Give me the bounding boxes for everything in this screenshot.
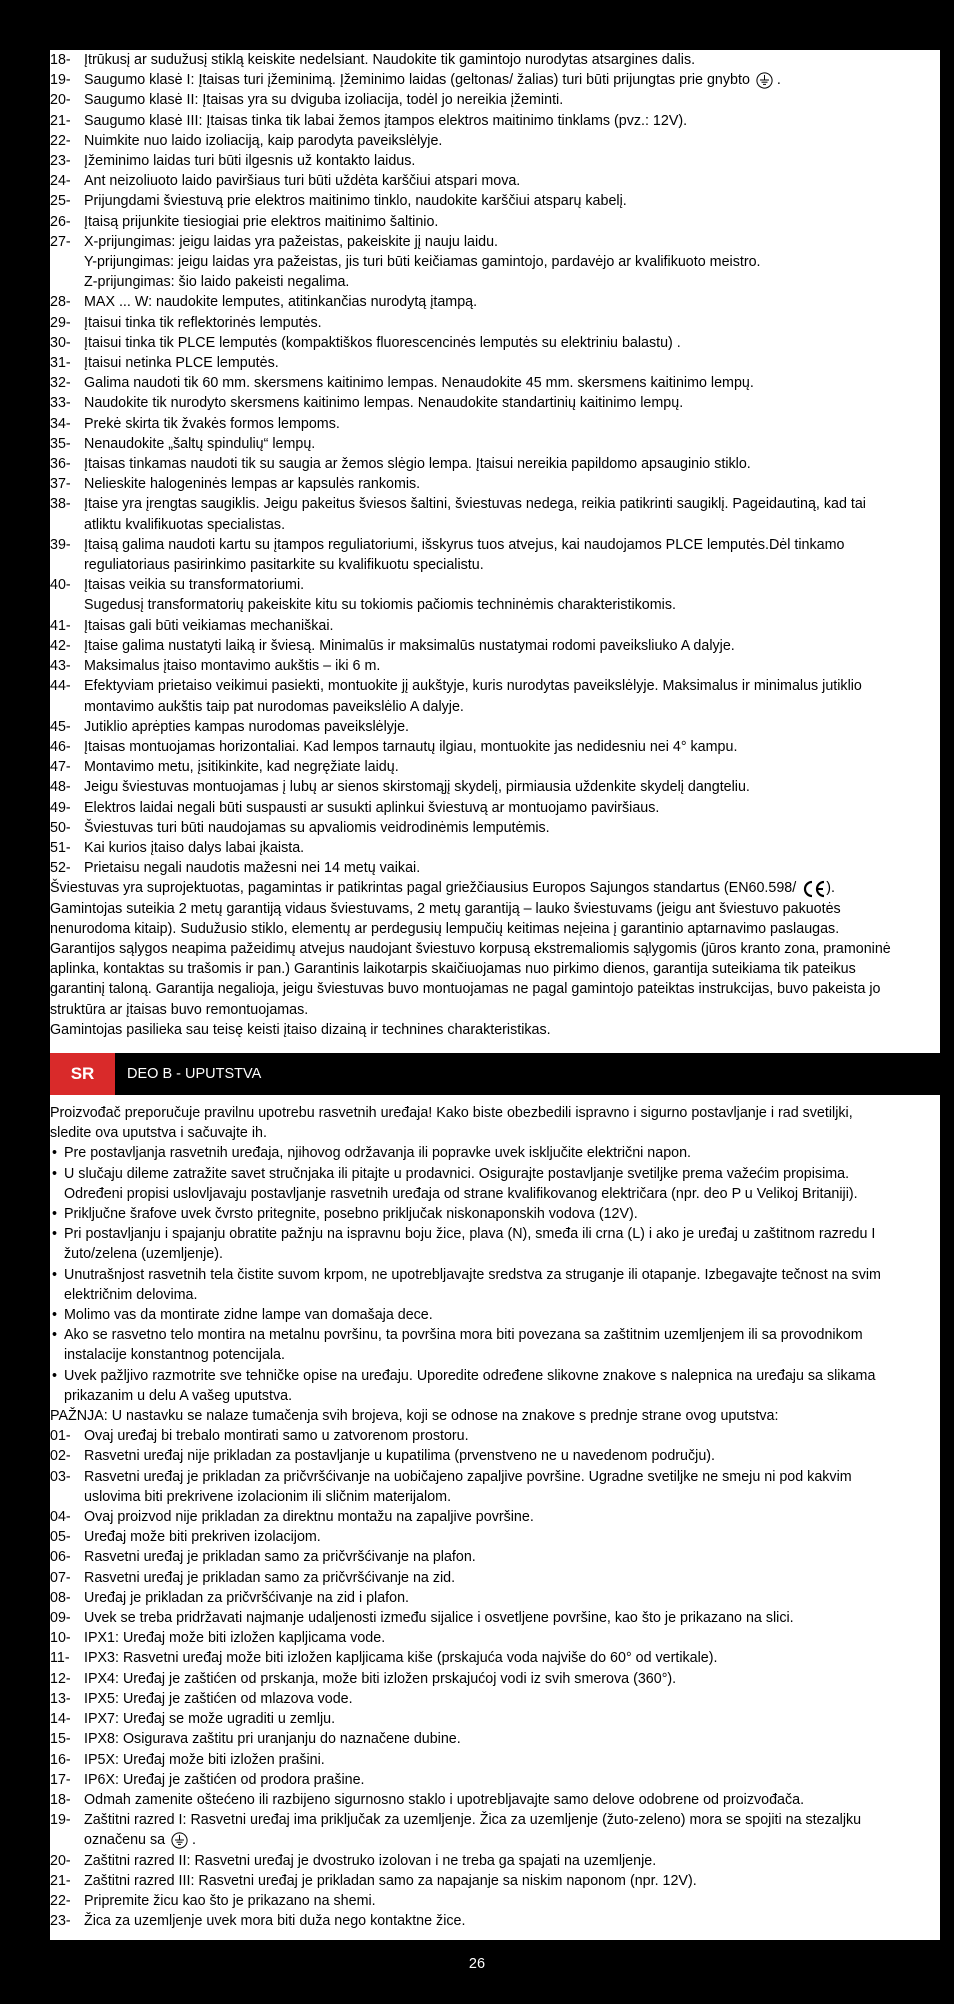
item-text: IPX1: Uređaj može biti izložen kapljicama vode. xyxy=(84,1630,386,1647)
item-text: Įžeminimo laidas turi būti ilgesnis už kontakto laidus. xyxy=(84,153,416,170)
item-text: Saugumo klasė III: Įtaisas tinka tik labai žemos įtampos elektros maitinimo tinklams (pvz.: 12V). xyxy=(84,112,688,129)
bullet-item xyxy=(50,1204,940,1224)
item-number: 08- xyxy=(50,1589,71,1606)
item-text: IPX7: Uređaj se može ugraditi u zemlju. xyxy=(84,1711,336,1728)
item-text: Galima naudoti tik 60 mm. skersmens kaitinimo lempas. Nenaudokite 45 mm. skersmens kaitinimo lempų. xyxy=(84,375,754,392)
item-number: 15- xyxy=(50,1731,71,1748)
item-number: 52- xyxy=(50,860,71,877)
item-text: IP5X: Uređaj može biti izložen prašini. xyxy=(84,1751,325,1768)
intro-paragraph xyxy=(50,1103,940,1143)
numbered-item xyxy=(50,454,940,474)
item-text: Elektros laidai negali būti suspausti ar susukti aplinkui šviestuvą ar montuojamo paviršiaus. xyxy=(84,799,660,816)
paragraph-text: Garantijos sąlygos neapima pažeidimų atvejus naudojant šviestuvo korpusą ekstremaliomis sąlygomis (jūros kranto zona, pramoninė xyxy=(50,940,891,957)
item-text: označenu sa xyxy=(84,1832,166,1849)
item-number: 07- xyxy=(50,1569,71,1586)
intro-text: sledite ova uputstva i sačuvajte ih. xyxy=(50,1125,267,1142)
numbered-item xyxy=(50,50,940,70)
intro-text: Proizvođač preporučuje pravilnu upotrebu rasvetnih uređaja! Kako biste obezbedili ispravno i sigurno postavljanje i rad svetiljki, xyxy=(50,1105,853,1121)
bullet-item-continuation xyxy=(50,1285,940,1305)
numbered-item xyxy=(50,1446,940,1466)
item-text: Montavimo metu, įsitikinkite, kad negręžiate laidų. xyxy=(84,759,399,776)
item-text: Rasvetni uređaj je prikladan samo za pričvršćivanje na zid. xyxy=(84,1569,456,1586)
item-text: Saugumo klasė I: Įtaisas turi įžeminimą. Įžeminimo laidas (geltonas/ žalias) turi būti prijungtas prie gnybto xyxy=(84,72,750,89)
item-number: 28- xyxy=(50,294,71,311)
item-number: 41- xyxy=(50,617,71,634)
numbered-item xyxy=(50,1689,940,1709)
item-text: IPX8: Osigurava zaštitu pri uranjanju do naznačene dubine. xyxy=(84,1731,461,1748)
numbered-item xyxy=(50,1750,940,1770)
item-number: 17- xyxy=(50,1771,71,1788)
item-number: 22- xyxy=(50,132,71,149)
numbered-item xyxy=(50,838,940,858)
item-text: Įtaisas tinkamas naudoti tik su saugia ar žemos slėgio lempa. Įtaisui nereikia papildomo apsauginio stiklo. xyxy=(84,456,751,473)
item-text: Odmah zamenite oštećeno ili razbijeno sigurnosno staklo i upotrebljavajte samo delove odobrene od proizvođača. xyxy=(84,1791,805,1808)
numbered-item xyxy=(50,1648,940,1668)
item-number: 25- xyxy=(50,193,71,210)
item-text: IPX3: Rasvetni uređaj može biti izložen kapljicama kiše (prskajuća voda najviše do 60° od vertikale). xyxy=(84,1650,718,1667)
item-number: 19- xyxy=(50,1812,71,1829)
item-number: 01- xyxy=(50,1428,71,1445)
ce-mark-icon xyxy=(802,880,826,898)
numbered-item xyxy=(50,717,940,737)
bullet-text: Pre postavljanja rasvetnih uređaja, njihovog održavanja ili popravke uvek isključite električni napon. xyxy=(64,1145,692,1162)
numbered-item xyxy=(50,858,940,878)
item-number: 24- xyxy=(50,173,71,190)
item-number: 50- xyxy=(50,819,71,836)
numbered-item xyxy=(50,737,940,757)
numbered-item xyxy=(50,535,940,555)
item-text: X-prijungimas: jeigu laidas yra pažeistas, pakeiskite jį nauju laidu. xyxy=(84,233,499,250)
bullet-text: Unutrašnjost rasvetnih tela čistite suvom krpom, ne upotrebljavajte sredstva za struganje ili otapanje. Izbegavajte tečnost na svim xyxy=(64,1266,881,1283)
bullet-dot-icon: • xyxy=(52,1165,58,1182)
item-text: Įtaisui tinka tik PLCE lemputės (kompaktiškos fluorescencinės lemputės su elektriniu balastu) . xyxy=(84,334,681,351)
numbered-item xyxy=(50,1628,940,1648)
closing-paragraph-line xyxy=(50,1020,940,1040)
item-text: Zaštitni razred I: Rasvetni uređaj ima priključak za uzemljenje. Žica za uzemljenje (žuto-zeleno) mora se spojiti na stezaljku xyxy=(84,1812,862,1829)
numbered-item xyxy=(50,70,940,90)
numbered-item xyxy=(50,474,940,494)
paragraph-text-end: ). xyxy=(826,880,835,897)
item-text: IPX4: Uređaj je zaštićen od prskanja, može biti izložen prskajućoj vodi iz svih smerova (360°). xyxy=(84,1670,677,1687)
item-text: Žica za uzemljenje uvek mora biti duža nego kontaktne žice. xyxy=(84,1913,466,1930)
numbered-item xyxy=(50,777,940,797)
bullet-text: Pri postavljanju i spajanju obratite pažnju na ispravnu boju žice, plava (N), smeđa ili crna (L) i ako je uređaj u zaštitnom razredu I xyxy=(64,1226,876,1243)
bullet-item xyxy=(50,1164,940,1184)
numbered-item xyxy=(50,1547,940,1567)
bullet-dot-icon: • xyxy=(52,1145,58,1162)
item-number: 32- xyxy=(50,375,71,392)
bullet-dot-icon: • xyxy=(52,1226,58,1243)
bullet-item xyxy=(50,1325,940,1345)
paragraph-text: Gamintojas pasilieka sau teisę keisti įtaiso dizainą ir technines charakteristikas. xyxy=(50,1021,551,1038)
item-number: 06- xyxy=(50,1549,71,1566)
item-number: 20- xyxy=(50,92,71,109)
item-number: 48- xyxy=(50,779,71,796)
item-text: Zaštitni razred III: Rasvetni uređaj je prikladan samo za napajanje sa niskim naponom (npr. 12V). xyxy=(84,1872,697,1889)
numbered-item xyxy=(50,1851,940,1871)
paragraph-text: struktūra ar įtaisas buvo remontuojamas. xyxy=(50,1001,309,1018)
item-text: Įtaisui netinka PLCE lemputės. xyxy=(84,355,279,372)
bullet-item-continuation xyxy=(50,1184,940,1204)
item-number: 11- xyxy=(50,1650,70,1667)
intro-line xyxy=(50,1103,940,1123)
item-text: Uređaj je prikladan za pričvršćivanje na zid i plafon. xyxy=(84,1589,410,1606)
numbered-item xyxy=(50,232,940,252)
item-number: 49- xyxy=(50,799,71,816)
item-text: Z-prijungimas: šio laido pakeisti negalima. xyxy=(84,274,350,291)
item-number: 21- xyxy=(50,112,71,129)
page-number: 26 xyxy=(468,1956,486,1972)
numbered-item xyxy=(50,1467,940,1487)
bullet-item-continuation xyxy=(50,1386,940,1406)
language-code-badge: SR xyxy=(50,1053,115,1095)
closing-paragraph-line xyxy=(50,959,940,979)
bullet-dot-icon: • xyxy=(52,1266,58,1283)
item-number: 16- xyxy=(50,1751,71,1768)
item-number: 47- xyxy=(50,759,71,776)
item-text: Rasvetni uređaj nije prikladan za postavljanje u kupatilima (prvenstveno ne u navedenom području). xyxy=(84,1448,716,1465)
bullet-text: žuto/zelena (uzemljenje). xyxy=(64,1246,223,1263)
numbered-item xyxy=(50,1588,940,1608)
item-number: 31- xyxy=(50,355,71,372)
item-text: Jutiklio aprėpties kampas nurodomas paveikslėlyje. xyxy=(84,718,410,735)
numbered-item xyxy=(50,1810,940,1830)
bullet-dot-icon: • xyxy=(52,1307,58,1324)
item-number: 05- xyxy=(50,1529,71,1546)
item-text: Šviestuvas turi būti naudojamas su apvaliomis veidrodinėmis lemputėmis. xyxy=(84,819,550,836)
bullet-dot-icon: • xyxy=(52,1206,58,1223)
numbered-item xyxy=(50,1669,940,1689)
item-number: 22- xyxy=(50,1892,71,1909)
lithuanian-section xyxy=(50,50,940,1040)
item-number: 26- xyxy=(50,213,71,230)
item-number: 42- xyxy=(50,637,71,654)
numbered-item xyxy=(50,1729,940,1749)
intro-line xyxy=(50,1123,940,1143)
bullet-dot-icon: • xyxy=(52,1367,58,1384)
bullet-item xyxy=(50,1305,940,1325)
numbered-item-continuation xyxy=(50,697,940,717)
numbered-item xyxy=(50,212,940,232)
item-text: Įtaisas veikia su transformatoriumi. xyxy=(84,577,305,594)
bullet-item xyxy=(50,1143,940,1163)
item-text: Įtaisui tinka tik reflektorinės lemputės. xyxy=(84,314,322,331)
item-number: 36- xyxy=(50,456,71,473)
bullet-text: Određeni propisi uslovljavaju postavljanje rasvetnih uređaja od strane kvalifikovanog električara (npr. deo P u Velikoj Britaniji). xyxy=(64,1185,858,1202)
numbered-item xyxy=(50,798,940,818)
bullet-text: Ako se rasvetno telo montira na metalnu površinu, ta površina mora biti povezana sa zaštitnim uzemljenjem ili sa provodnikom xyxy=(64,1327,863,1344)
item-text: reguliatoriaus pasirinkimo pasitarkite su kvalifikuotu specialistu. xyxy=(84,557,484,574)
numbered-item xyxy=(50,414,940,434)
paragraph-text: garantinį taloną. Garantija negalioja, jeigu šviestuvas buvo montuojamas ne pagal gamintojo pateiktas instrukcijas, buvo pakeista jo xyxy=(50,981,881,998)
item-text: Sugedusį transformatorių pakeiskite kitu su tokiomis pačiomis techninėmis charakteristikomis. xyxy=(84,597,676,614)
numbered-item xyxy=(50,1507,940,1527)
numbered-item xyxy=(50,90,940,110)
numbered-item-continuation xyxy=(50,595,940,615)
numbered-item xyxy=(50,1608,940,1628)
numbered-item xyxy=(50,494,940,514)
item-text: Naudokite tik nurodyto skersmens kaitinimo lempas. Nenaudokite standartinių kaitinimo lempų. xyxy=(84,395,684,412)
item-text: Nelieskite halogeninės lempas ar kapsulės rankomis. xyxy=(84,476,421,493)
item-text: Kai kurios įtaiso dalys labai įkaista. xyxy=(84,839,305,856)
item-text: Įtaise galima nustatyti laiką ir šviesą. Minimalūs ir maksimalūs nustatymai rodomi paveiksliuko A dalyje. xyxy=(84,637,735,654)
bullet-text: U slučaju dileme zatražite savet stručnjaka ili pitajte u prodavnici. Osigurajte postavljanje svetiljke prema važećim propisima. xyxy=(64,1165,850,1182)
item-text-end: . xyxy=(772,72,781,89)
item-text: montavimo aukštis taip pat nurodomas paveikslėlio A dalyje. xyxy=(84,698,464,715)
item-text: Nenaudokite „šaltų spindulių“ lempų. xyxy=(84,435,316,452)
numbered-item xyxy=(50,1770,940,1790)
numbered-item-continuation xyxy=(50,1487,940,1507)
item-text: Ant neizoliuoto laido paviršiaus turi būti uždėta karščiui atspari mova. xyxy=(84,173,521,190)
item-text: Įtaisą prijunkite tiesiogiai prie elektros maitinimo šaltinio. xyxy=(84,213,439,230)
paragraph-text: aplinka, kontaktas su trašomis ir pan.) Garantinis laikotarpis skaičiuojamas nuo pirkimo dienos, garantija suteikiama tik pateikus xyxy=(50,961,856,978)
numbered-item xyxy=(50,1709,940,1729)
item-number: 39- xyxy=(50,536,71,553)
item-text: Įtaisas gali būti veikiamas mechaniškai. xyxy=(84,617,334,634)
numbered-item xyxy=(50,1568,940,1588)
item-text: atliktu kvalifikuotas specialistas. xyxy=(84,516,286,533)
numbered-item xyxy=(50,1790,940,1810)
numbered-item xyxy=(50,757,940,777)
numbered-item xyxy=(50,151,940,171)
serbian-section-header xyxy=(50,1053,940,1095)
numbered-item xyxy=(50,292,940,312)
numbered-item xyxy=(50,131,940,151)
numbered-item xyxy=(50,393,940,413)
item-text: Zaštitni razred II: Rasvetni uređaj je dvostruko izolovan i ne treba ga spajati na uzemljenje. xyxy=(84,1852,657,1869)
item-number: 13- xyxy=(50,1690,71,1707)
bullet-dot-icon: • xyxy=(52,1327,58,1344)
item-text: uslovima biti prekrivene izolacionim ili sličnim materijalom. xyxy=(84,1488,452,1505)
item-text: Prekė skirta tik žvakės formos lempoms. xyxy=(84,415,340,432)
numbered-item xyxy=(50,1911,940,1931)
manual-page xyxy=(50,50,940,1940)
item-text: Ovaj uređaj bi trebalo montirati samo u zatvorenom prostoru. xyxy=(84,1428,469,1445)
numbered-item xyxy=(50,818,940,838)
item-text: Y-prijungimas: jeigu laidas yra pažeistas, jis turi būti keičiamas gamintojo, pardavėjo ar kvalifikuoto meistro. xyxy=(84,254,761,271)
item-number: 37- xyxy=(50,476,71,493)
bullet-text: instalacije konstantnog potencijala. xyxy=(64,1347,285,1364)
item-number: 02- xyxy=(50,1448,71,1465)
protective-earth-icon xyxy=(756,72,773,89)
item-text: Efektyviam prietaiso veikimui pasiekti, montuokite jį aukštyje, kuris nurodytas paveikslėlyje. Maksimalus ir minimalus jutiklio xyxy=(84,678,862,695)
numbered-item-continuation xyxy=(50,1830,940,1850)
item-number: 10- xyxy=(50,1630,71,1647)
closing-paragraph-line xyxy=(50,919,940,939)
item-number: 09- xyxy=(50,1610,71,1627)
paragraph-text: Šviestuvas yra suprojektuotas, pagamintas ir patikrintas pagal griežčiausius Europos Sajungos standartus (EN60.598/ xyxy=(50,880,797,897)
item-text: Prietaisu negali naudotis mažesni nei 14 metų vaikai. xyxy=(84,860,421,877)
item-number: 20- xyxy=(50,1852,71,1869)
attention-note: PAŽNJA: U nastavku se nalaze tumačenja svih brojeva, koji se odnose na znakove s prednje strane ovog uputstva: xyxy=(50,1408,779,1425)
item-number: 40- xyxy=(50,577,71,594)
numbered-item xyxy=(50,656,940,676)
item-number: 33- xyxy=(50,395,71,412)
protective-earth-icon xyxy=(171,1832,188,1849)
item-number: 04- xyxy=(50,1509,71,1526)
section-title: DEO B - UPUTSTVA xyxy=(127,1066,262,1082)
bullet-item xyxy=(50,1224,940,1244)
item-text: Rasvetni uređaj je prikladan samo za pričvršćivanje na plafon. xyxy=(84,1549,476,1566)
numbered-item xyxy=(50,1871,940,1891)
item-number: 29- xyxy=(50,314,71,331)
item-text: Įtaise yra įrengtas saugiklis. Jeigu pakeitus šviesos šaltini, šviestuvas nedega, reikia patikrinti saugiklį. Pageidautiną, kad tai xyxy=(84,496,866,513)
item-number: 14- xyxy=(50,1711,71,1728)
paragraph-text: Gamintojas suteikia 2 metų garantiją vidaus šviestuvams, 2 metų garantiją – lauko šviestuvams (jeigu ant šviestuvo pakuotės xyxy=(50,900,841,917)
item-text: IP6X: Uređaj je zaštićen od prodora prašine. xyxy=(84,1771,365,1788)
item-number: 27- xyxy=(50,233,71,250)
item-text: Ovaj proizvod nije prikladan za direktnu montažu na zapaljive površine. xyxy=(84,1509,534,1526)
numbered-item-continuation xyxy=(50,252,940,272)
safety-bullet-list xyxy=(50,1143,940,1406)
closing-paragraph-line xyxy=(50,899,940,919)
item-text: Įtrūkusį ar sudužusį stiklą keiskite nedelsiant. Naudokite tik gamintojo nurodytas atsargines dalis. xyxy=(84,52,696,68)
numbered-item xyxy=(50,1891,940,1911)
bullet-item xyxy=(50,1366,940,1386)
item-text: Uvek se treba pridržavati najmanje udaljenosti između sijalice i osvetljene površine, kao što je prikazano na slici. xyxy=(84,1610,794,1627)
item-number: 34- xyxy=(50,415,71,432)
bullet-text: Molimo vas da montirate zidne lampe van domašaja dece. xyxy=(64,1307,433,1324)
closing-paragraph-line xyxy=(50,939,940,959)
numbered-item xyxy=(50,575,940,595)
item-text: Įtaisas montuojamas horizontaliai. Kad lempos tarnautų ilgiau, montuokite jas nedidesniu nei 4° kampu. xyxy=(84,738,738,755)
numbered-item-continuation xyxy=(50,555,940,575)
item-text: Saugumo klasė II: Įtaisas yra su dviguba izoliacija, todėl jo nereikia įžeminti. xyxy=(84,92,564,109)
item-text: Uređaj može biti prekriven izolacijom. xyxy=(84,1529,321,1546)
bullet-item-continuation xyxy=(50,1345,940,1365)
item-number: 18- xyxy=(50,1791,71,1808)
numbered-item-continuation xyxy=(50,515,940,535)
item-text: IPX5: Uređaj je zaštićen od mlazova vode. xyxy=(84,1690,353,1707)
paragraph-text: nenurodoma kitaip). Sudužusio stiklo, elementų ar perdegusių lempučių keitimas neįeina į garantinio aptarnavimo paslaugas. xyxy=(50,920,840,937)
numbered-item xyxy=(50,333,940,353)
bullet-item xyxy=(50,1265,940,1285)
item-text: Įtaisą galima naudoti kartu su įtampos reguliatoriumi, išskyrus tuos atvejus, kai naudojamos PLCE lemputės.Dėl tinkamo xyxy=(84,536,845,553)
numbered-item xyxy=(50,353,940,373)
closing-paragraph-line xyxy=(50,878,940,898)
item-text: Rasvetni uređaj je prikladan za pričvršćivanje na uobičajeno zapaljive površine. Ugradne svetiljke ne smeju ni pod kakvim xyxy=(84,1468,852,1485)
item-number: 43- xyxy=(50,658,71,675)
item-number: 12- xyxy=(50,1670,71,1687)
item-number: 35- xyxy=(50,435,71,452)
item-number: 21- xyxy=(50,1872,71,1889)
item-text: Prijungdami šviestuvą prie elektros maitinimo tinklo, naudokite karščiui atsparų kabelį. xyxy=(84,193,627,210)
item-number: 19- xyxy=(50,72,71,89)
item-number: 23- xyxy=(50,153,71,170)
bullet-text: Priključne šrafove uvek čvrsto pritegnite, posebno priključak niskonaponskih vodova (12V). xyxy=(64,1206,638,1223)
bullet-text: električnim delovima. xyxy=(64,1286,198,1303)
item-number: 44- xyxy=(50,678,71,695)
item-number: 38- xyxy=(50,496,71,513)
numbered-item xyxy=(50,171,940,191)
bullet-text: prikazanim u delu A vašeg uputstva. xyxy=(64,1387,293,1404)
closing-paragraph-line xyxy=(50,1000,940,1020)
item-text: Nuimkite nuo laido izoliaciją, kaip parodyta paveikslėlyje. xyxy=(84,132,443,149)
item-text-end: . xyxy=(188,1832,197,1849)
item-number: 45- xyxy=(50,718,71,735)
item-text: Maksimalus įtaiso montavimo aukštis – iki 6 m. xyxy=(84,658,381,675)
numbered-item xyxy=(50,616,940,636)
item-number: 03- xyxy=(50,1468,71,1485)
numbered-item-continuation xyxy=(50,272,940,292)
symbol-explanations-list xyxy=(50,1426,940,1931)
item-number: 23- xyxy=(50,1913,71,1930)
bullet-item-continuation xyxy=(50,1244,940,1264)
serbian-section xyxy=(50,1095,940,1931)
closing-paragraph-line xyxy=(50,979,940,999)
item-number: 30- xyxy=(50,334,71,351)
numbered-item xyxy=(50,1527,940,1547)
numbered-item xyxy=(50,636,940,656)
item-text: MAX ... W: naudokite lemputes, atitinkančias nurodytą įtampą. xyxy=(84,294,478,311)
item-text: Jeigu šviestuvas montuojamas į lubų ar sienos skirstomąjį skydelį, pirmiausia uždenkite skydelį dangteliu. xyxy=(84,779,750,796)
item-text: Pripremite žicu kao što je prikazano na shemi. xyxy=(84,1892,376,1909)
numbered-item xyxy=(50,1426,940,1446)
numbered-item xyxy=(50,676,940,696)
numbered-item xyxy=(50,111,940,131)
numbered-item xyxy=(50,434,940,454)
numbered-item xyxy=(50,373,940,393)
bullet-text: Uvek pažljivo razmotrite sve tehničke opise na uređaju. Uporedite određene slikovne znakove s nalepnica na uređaju sa slikama xyxy=(64,1367,876,1384)
item-number: 51- xyxy=(50,839,71,856)
item-number: 46- xyxy=(50,738,71,755)
numbered-item xyxy=(50,313,940,333)
numbered-item xyxy=(50,191,940,211)
item-number: 18- xyxy=(50,52,71,68)
